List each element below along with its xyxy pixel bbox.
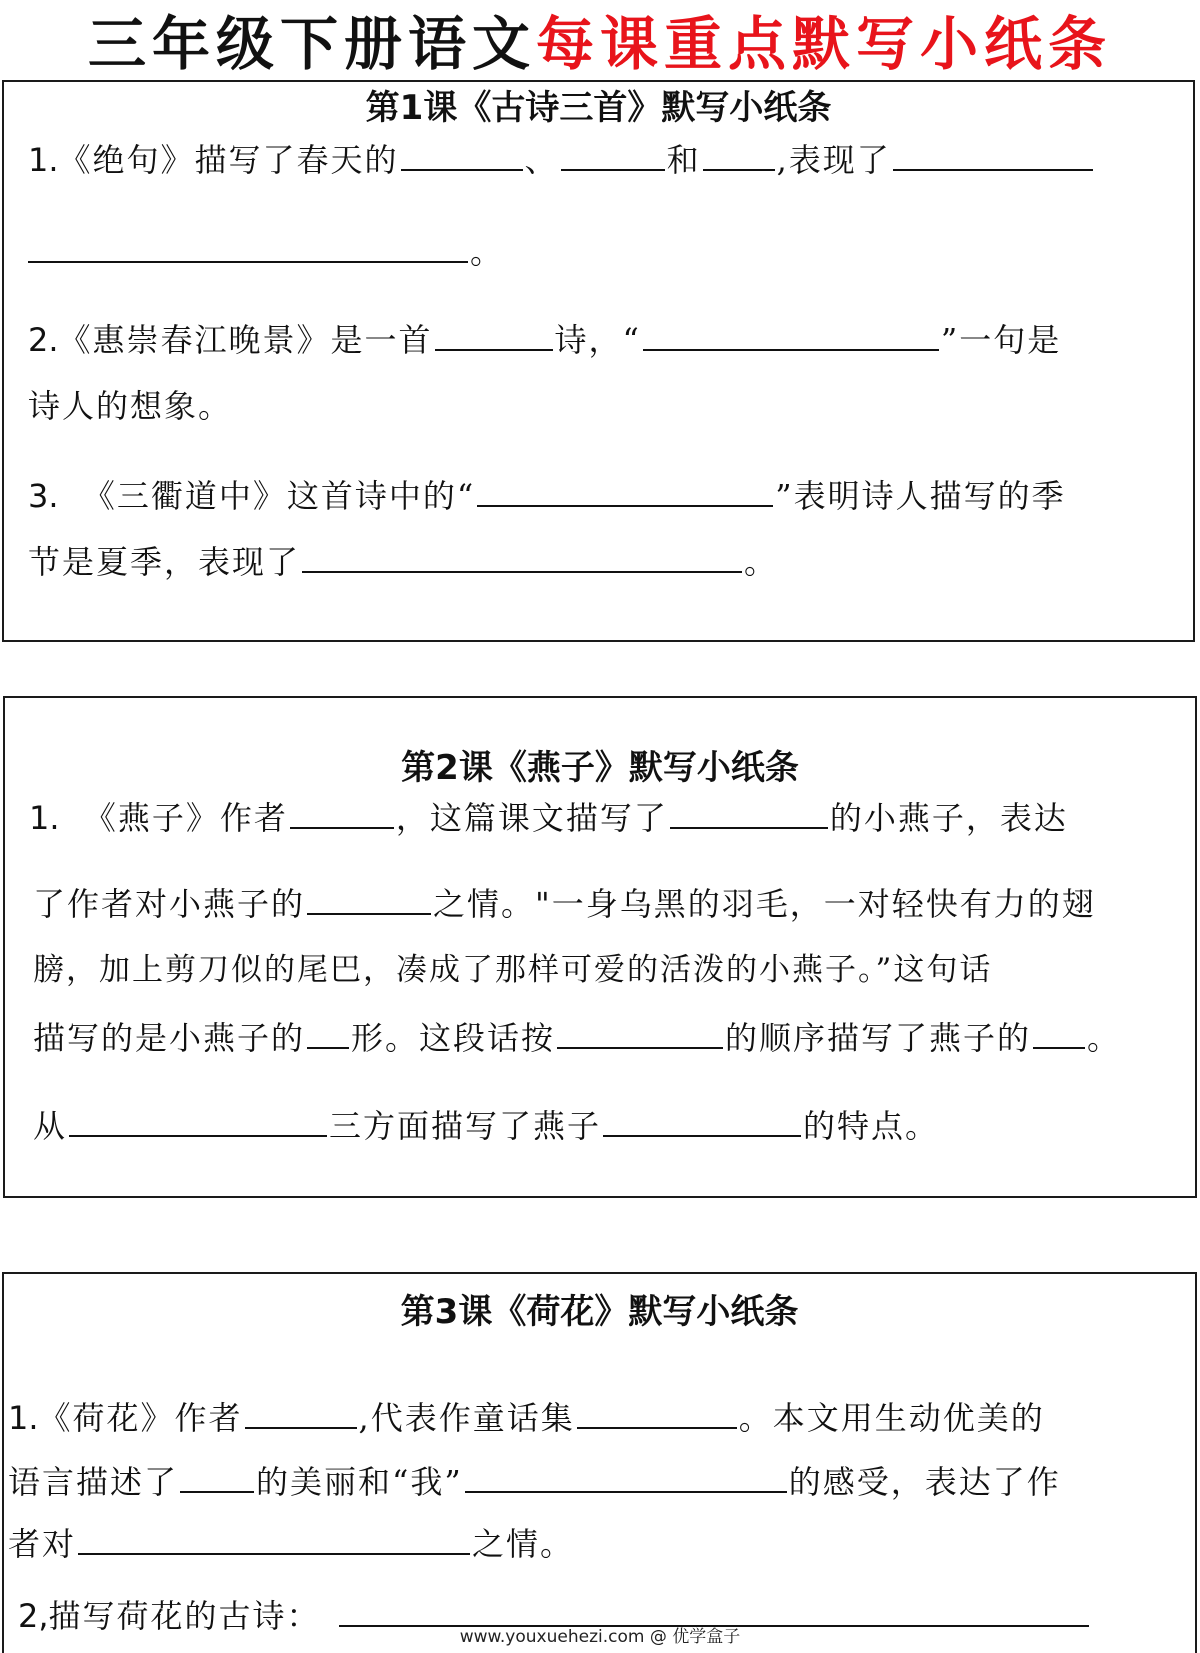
blank-1[interactable]: [401, 143, 523, 171]
blank-19[interactable]: [577, 1401, 737, 1429]
blank-14[interactable]: [557, 1021, 723, 1049]
title-red-part: 每课重点默写小纸条: [536, 10, 1113, 78]
lesson-2-q1-line-2: 了作者对小燕子的 之情。"一身乌黑的羽毛，一对轻快有力的翅: [33, 885, 1096, 923]
lesson-1-q3-line-2: 节是夏季，表现了 。: [28, 543, 779, 581]
blank-6[interactable]: [435, 323, 553, 351]
lesson-2-title: 第2课《燕子》默写小纸条: [401, 748, 799, 788]
blank-9[interactable]: [302, 545, 742, 573]
blank-3[interactable]: [703, 143, 775, 171]
footer-watermark: www.youxuehezi.com @ 优学盒子: [459, 1627, 741, 1647]
blank-22[interactable]: [78, 1527, 470, 1555]
lesson-2-card: [3, 696, 1197, 1198]
lesson-3-q1-line-2: 语言描述了 的美丽和“我” 的感受，表达了作: [8, 1463, 1061, 1501]
blank-11[interactable]: [670, 801, 828, 829]
blank-18[interactable]: [245, 1401, 357, 1429]
lesson-3-card: [2, 1272, 1197, 1653]
lesson-1-q1-line-2: 。: [28, 230, 504, 274]
lesson-3-q1-line-1: 1.《荷花》作者 ,代表作童话集 。本文用生动优美的: [8, 1399, 1045, 1437]
blank-15[interactable]: [1033, 1021, 1085, 1049]
lesson-2-q1-line-1: 1. 《燕子》作者 ，这篇课文描写了 的小燕子，表达: [29, 799, 1068, 837]
blank-2[interactable]: [561, 143, 665, 171]
blank-21[interactable]: [465, 1465, 787, 1493]
title-black-part: 三年级下册语文: [87, 10, 536, 78]
blank-17[interactable]: [603, 1109, 801, 1137]
blank-10[interactable]: [290, 801, 394, 829]
blank-16[interactable]: [69, 1109, 327, 1137]
lesson-2-q1-line-4: 描写的是小燕子的 形。这段话按 的顺序描写了燕子的 。: [33, 1019, 1122, 1057]
lesson-3-q1-line-3: 者对 之情。: [8, 1525, 575, 1563]
page-title: [0, 4, 1200, 84]
blank-13[interactable]: [307, 1021, 349, 1049]
blank-12[interactable]: [307, 887, 431, 915]
blank-7[interactable]: [643, 323, 939, 351]
blank-4[interactable]: [893, 143, 1093, 171]
blank-5[interactable]: [28, 235, 468, 263]
lesson-2-q1-line-5: 从 三方面描写了燕子 的特点。: [33, 1107, 940, 1145]
lesson-2-q1-line-3: 膀，加上剪刀似的尾巴，凑成了那样可爱的活泼的小燕子。”这句话: [33, 952, 993, 988]
lesson-1-title: 第1课《古诗三首》默写小纸条: [365, 88, 832, 128]
blank-8[interactable]: [477, 479, 773, 507]
lesson-1-q3-line-1: 3. 《三衢道中》这首诗中的“ ”表明诗人描写的季: [28, 477, 1066, 515]
lesson-1-q2-line-2: 诗人的想象。: [28, 387, 233, 425]
lesson-3-title: 第3课《荷花》默写小纸条: [400, 1292, 799, 1332]
lesson-1-q2-line-1: 2.《惠崇春江晚景》是一首 诗，“ ”一句是: [28, 321, 1062, 359]
lesson-3-q2-line-1: 2,描写荷花的古诗：: [18, 1594, 1091, 1638]
lesson-1-card: [2, 80, 1195, 642]
lesson-1-q1-line-1: 1.《绝句》描写了春天的 、 和 ,表现了: [28, 138, 1095, 182]
blank-20[interactable]: [180, 1465, 254, 1493]
